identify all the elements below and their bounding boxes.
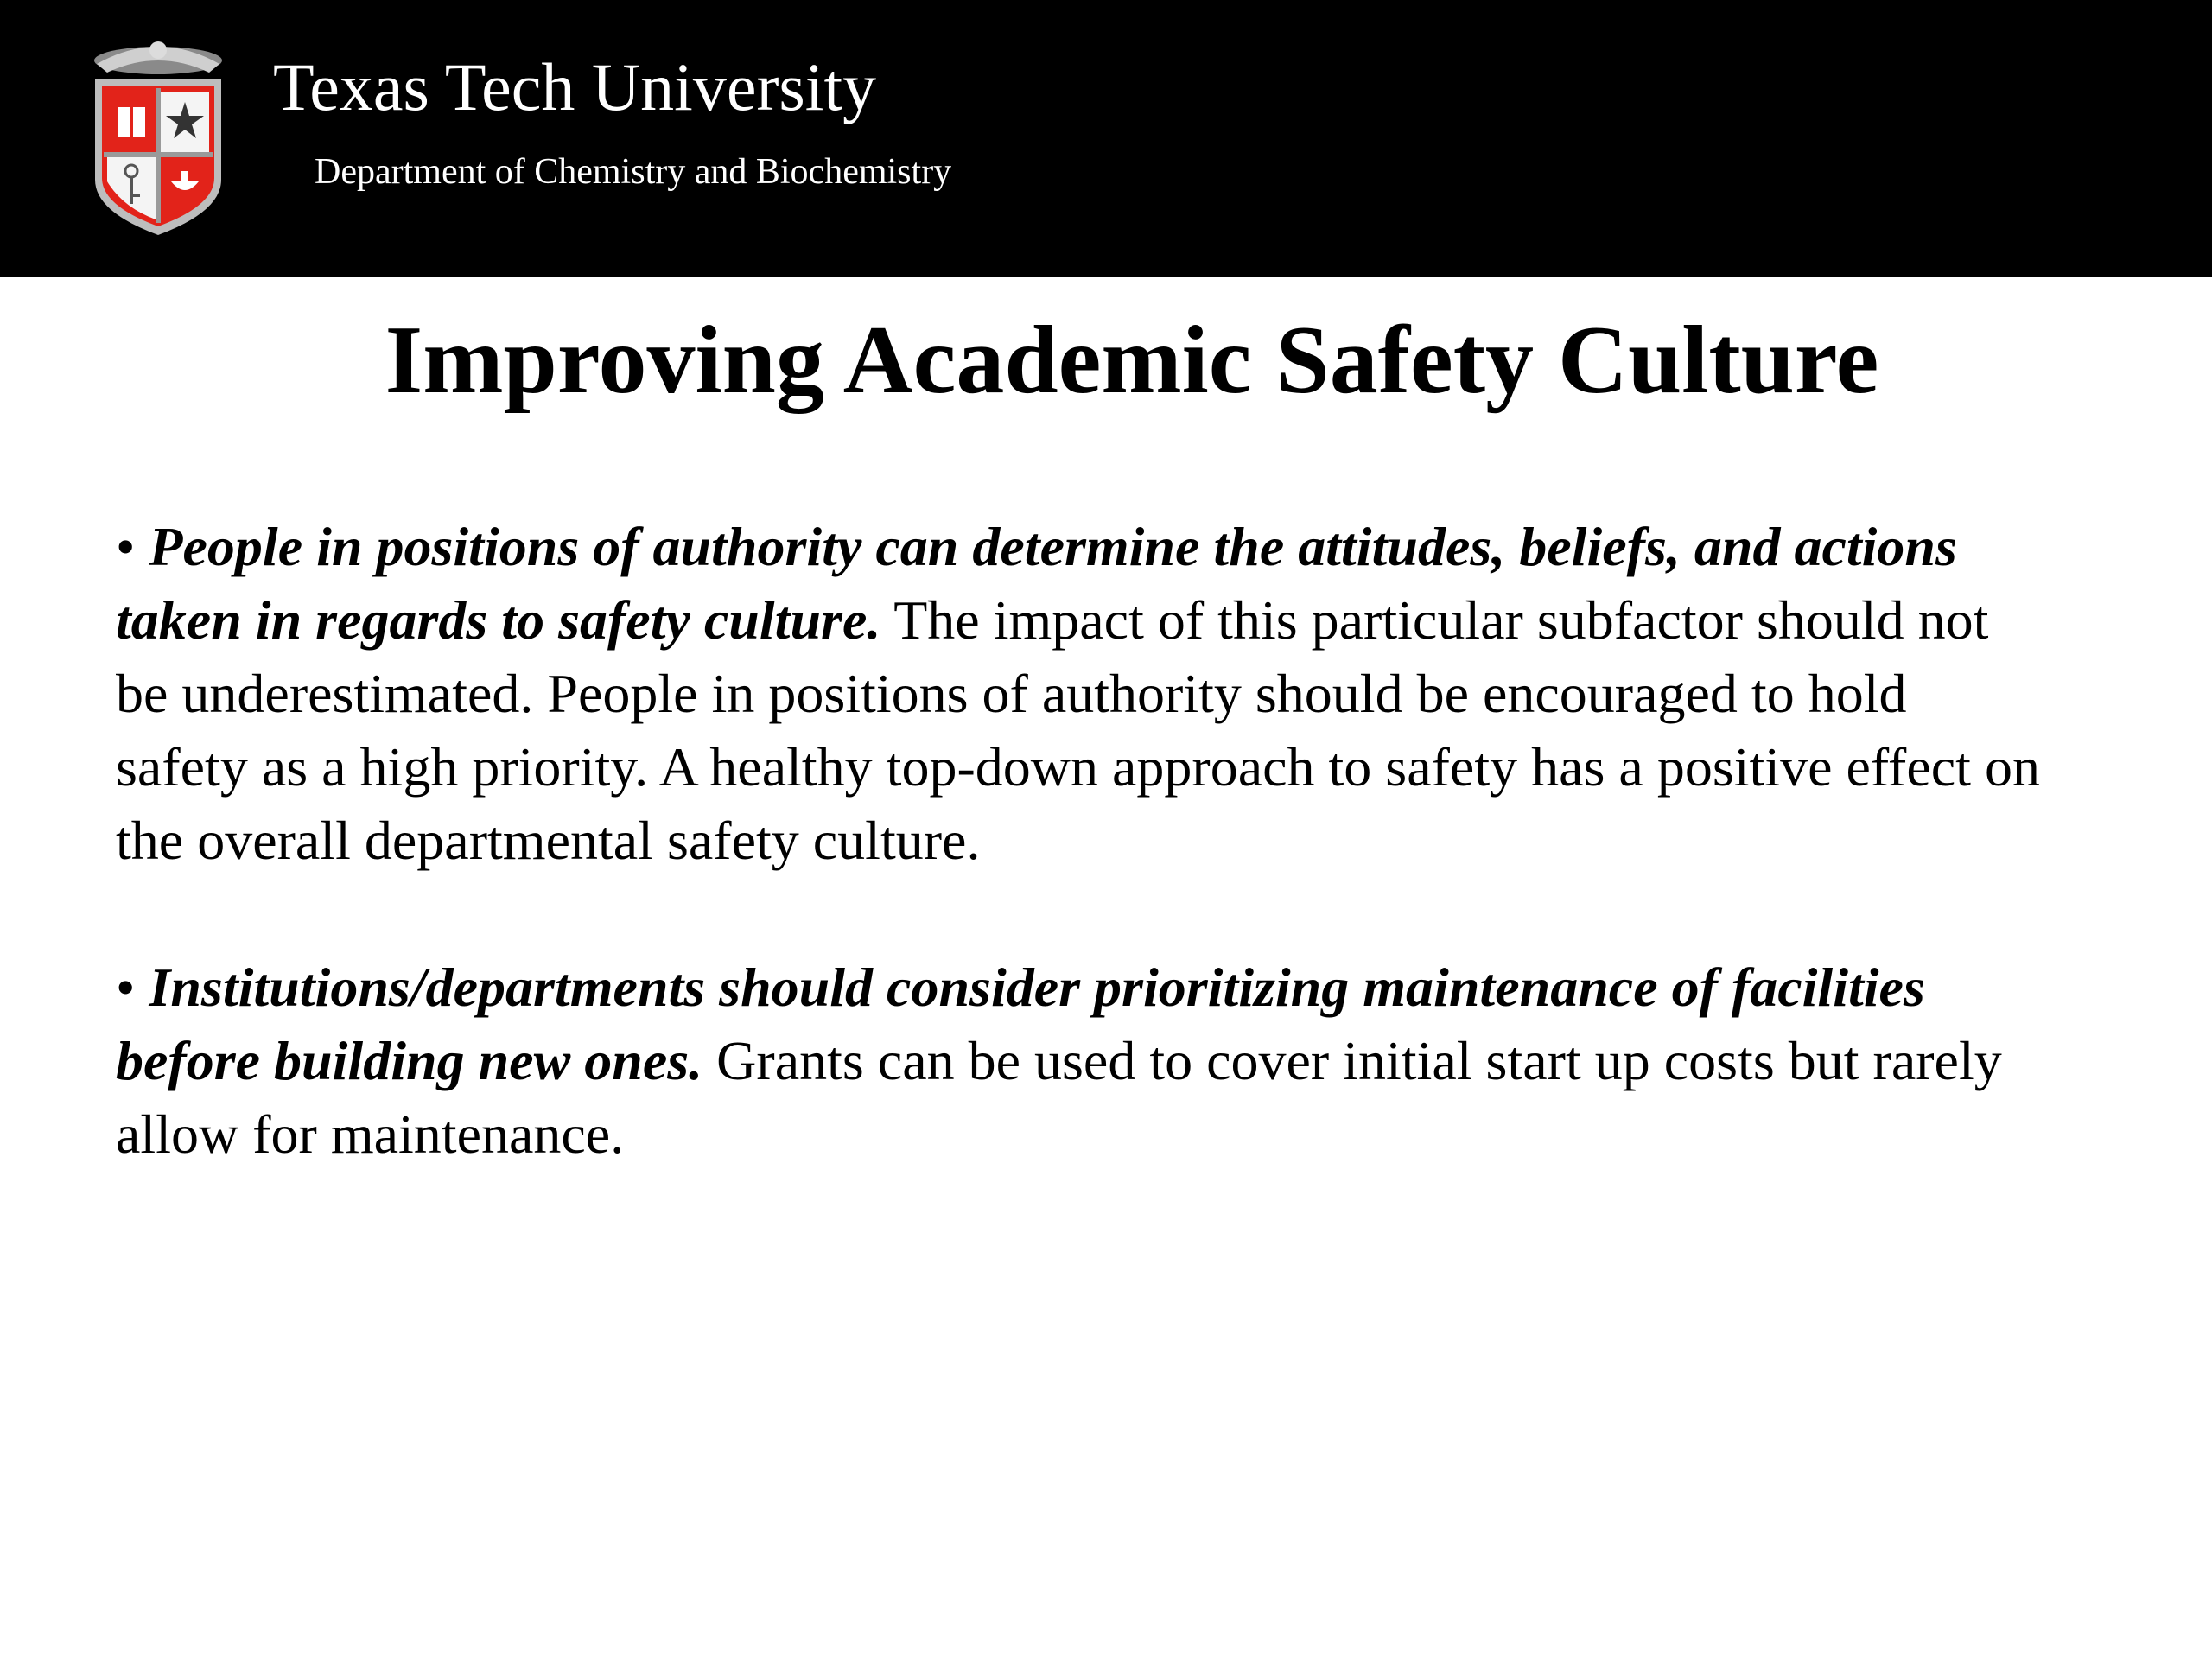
university-name: Texas Tech University xyxy=(273,49,877,124)
header-banner xyxy=(0,0,2212,276)
bullet-marker: • xyxy=(116,516,136,577)
bullet-emphasis: Institutions/departments should consider prioritizing maintenance of facilities before building new ones. xyxy=(116,957,1925,1091)
bullet-marker: • xyxy=(116,957,136,1018)
bullet-item xyxy=(116,950,2051,1171)
university-shield-crest-icon xyxy=(88,35,228,238)
bullet-emphasis: People in positions of authority can determine the attitudes, beliefs, and actions taken in regards to safety culture. xyxy=(116,516,1957,651)
bullet-body: Grants can be used to cover initial start up costs but rarely allow for maintenance. xyxy=(116,1030,2002,1165)
department-name: Department of Chemistry and Biochemistry xyxy=(315,152,952,192)
bullet-item xyxy=(116,510,2051,877)
bullet-list xyxy=(116,510,2051,1244)
bullet-body: The impact of this particular subfactor should not be underestimated. People in positions of authority should be encouraged to hold safety as a high priority. A healthy top-down approach to safety has a positive effect on the overall departmental safety culture. xyxy=(116,589,2040,871)
slide-title: Improving Academic Safety Culture xyxy=(385,307,1879,414)
